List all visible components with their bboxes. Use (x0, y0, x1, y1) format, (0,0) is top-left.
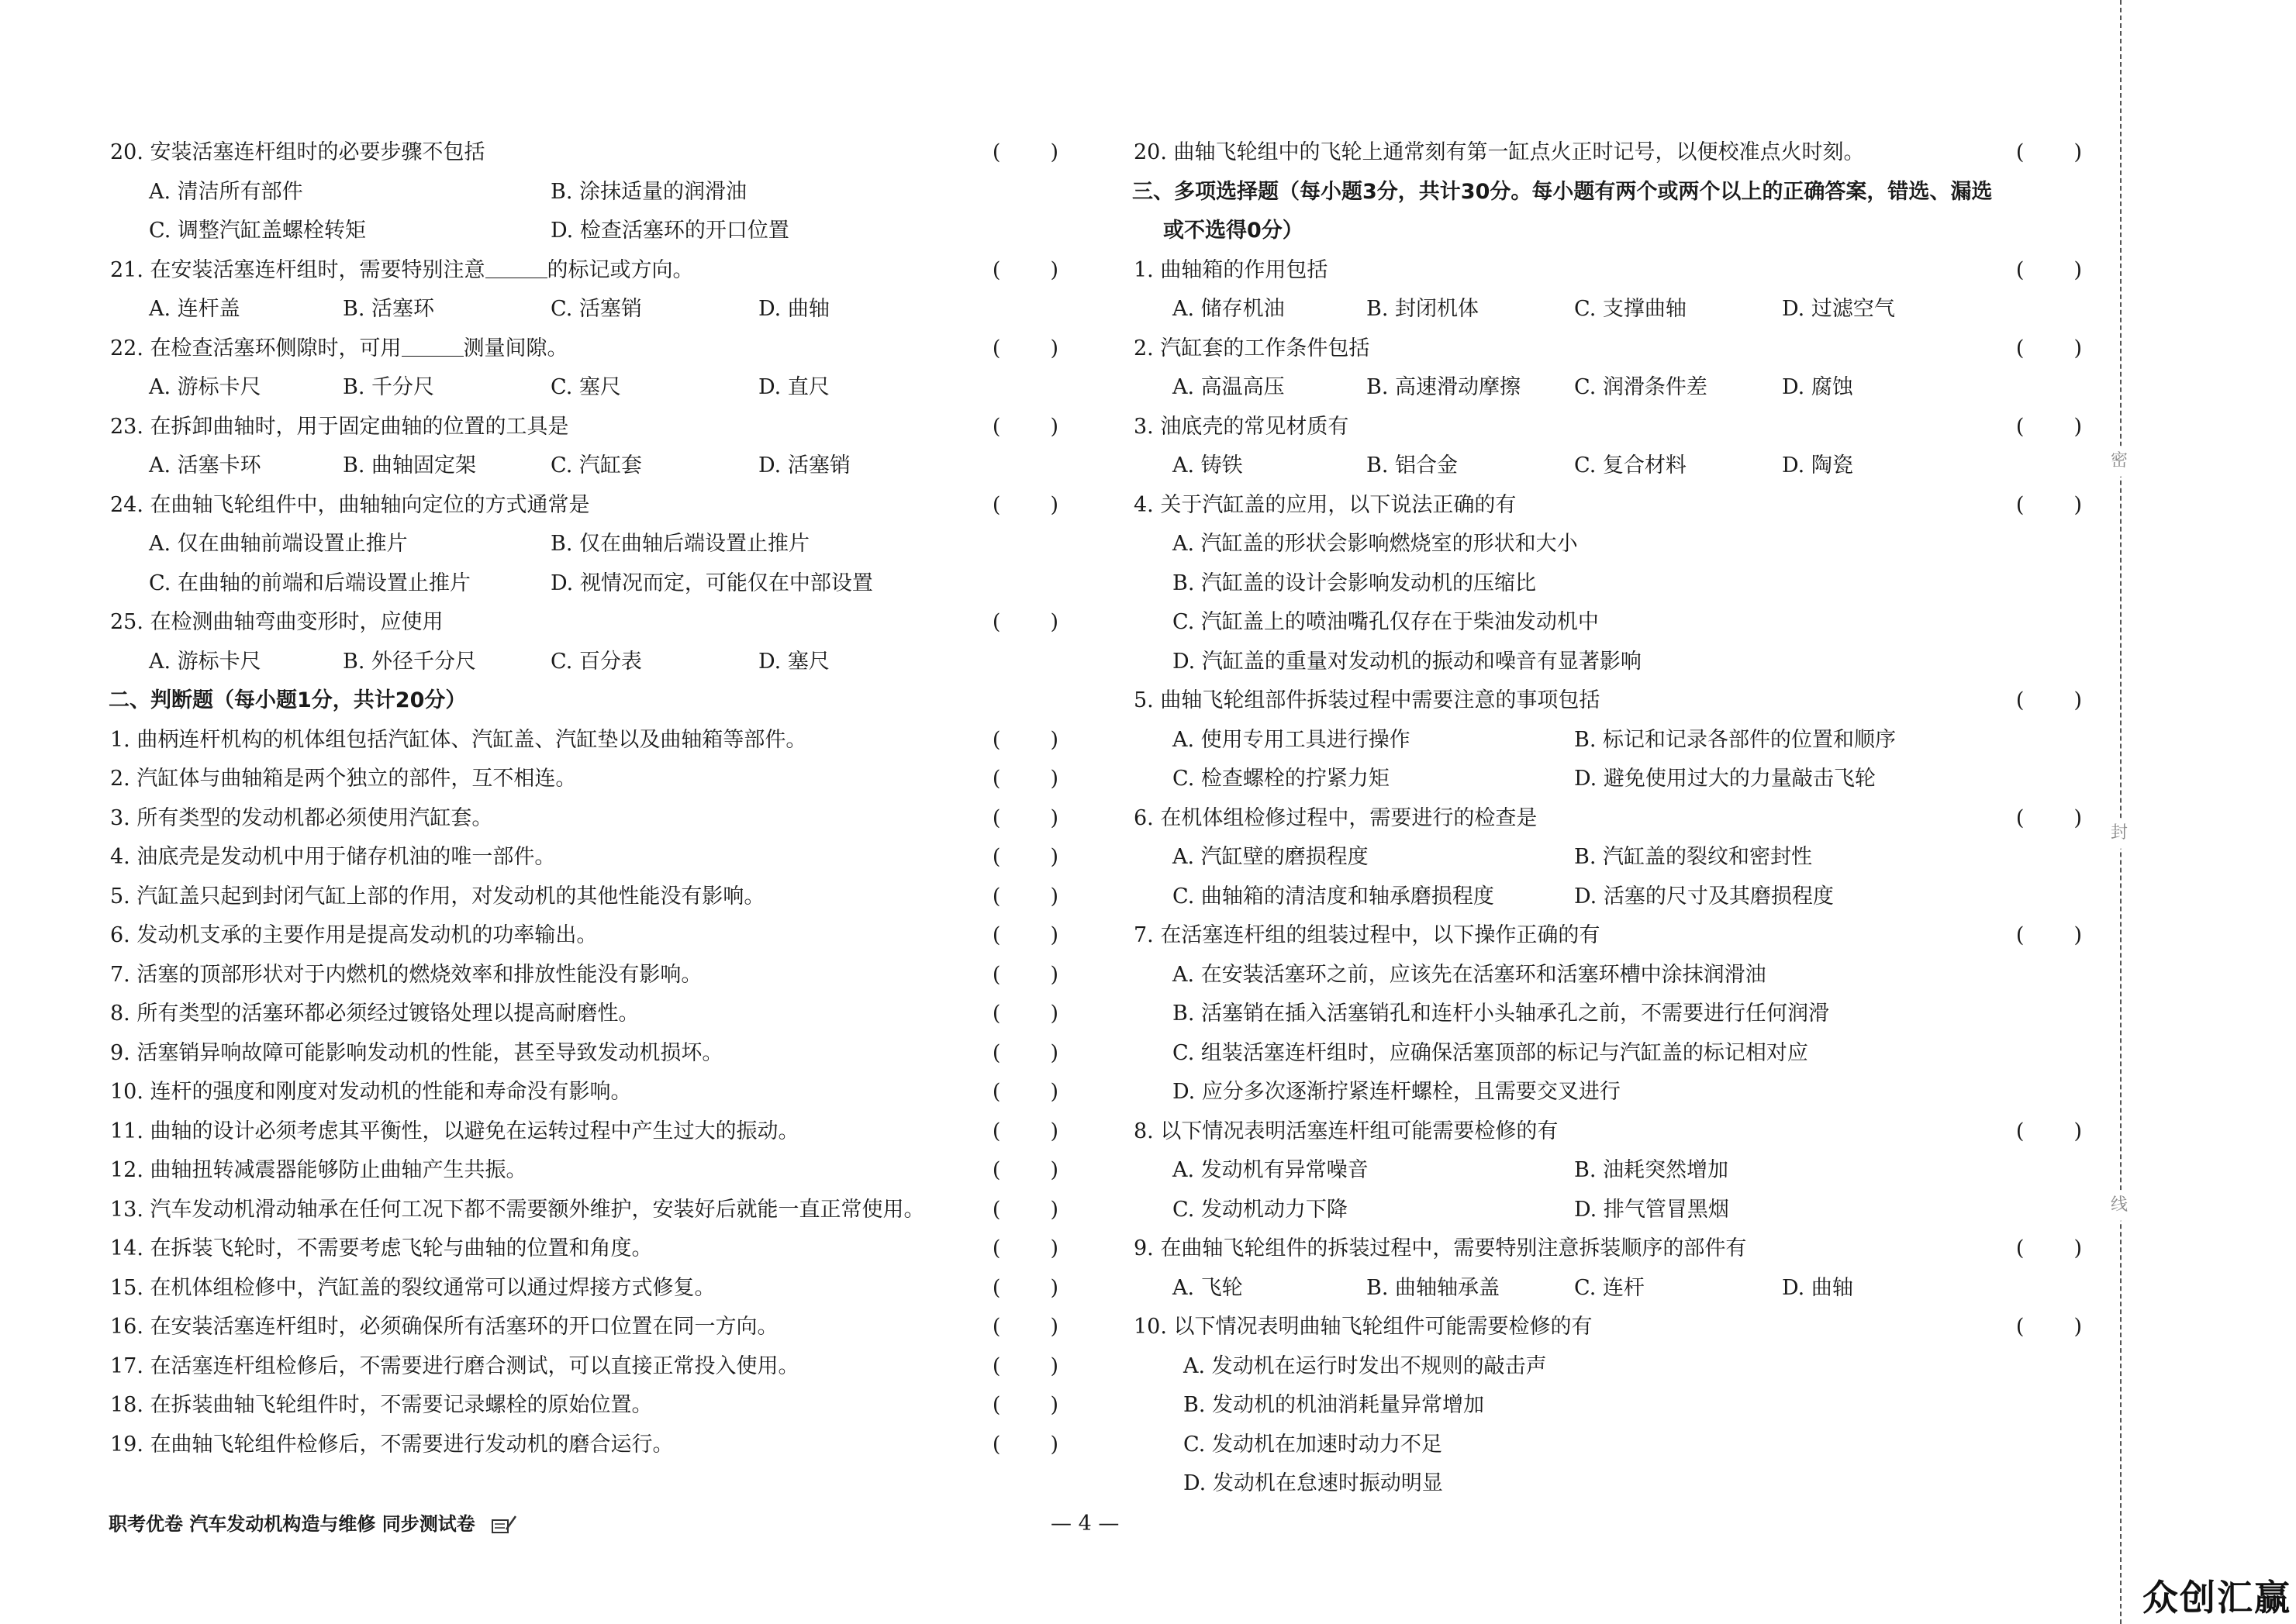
line-question (109, 1034, 1058, 1074)
paren-open: ( (2015, 923, 2025, 947)
line-option1b (1132, 1464, 2082, 1504)
line-question (1132, 251, 2082, 291)
option-c[interactable]: C. 复合材料 (1574, 453, 1687, 478)
option-d[interactable]: D. 直尺 (758, 375, 830, 399)
question-text: 23. 在拆卸曲轴时，用于固定曲轴的位置的工具是 (110, 414, 569, 439)
option-b[interactable]: B. 高速滑动摩擦 (1366, 375, 1521, 399)
paren-open: ( (2015, 688, 2025, 712)
left-column (109, 133, 1058, 1464)
paren-close: ) (2073, 492, 2082, 517)
paren-open: ( (2015, 257, 2025, 282)
line-question (109, 133, 1058, 173)
question-text: 21. 在安装活塞连杆组时，需要特别注意 (110, 257, 485, 282)
paren-close: ) (2073, 805, 2082, 830)
option-a[interactable]: A. 连杆盖 (149, 297, 240, 321)
paren-close: ) (1050, 336, 1058, 360)
option-c[interactable]: C. 支撑曲轴 (1574, 297, 1687, 321)
answer-paren[interactable] (993, 486, 1058, 526)
answer-paren[interactable] (2016, 1308, 2082, 1347)
answer-paren[interactable] (2016, 329, 2082, 369)
line-question (109, 1229, 1058, 1269)
line-question (1132, 133, 2082, 173)
paren-close: ) (1050, 1119, 1058, 1143)
watermark-logo: 众创汇赢 (2142, 1577, 2291, 1619)
option-b[interactable]: B. 外径千分尺 (343, 649, 477, 674)
option-right[interactable]: B. 标记和记录各部件的位置和顺序 (1574, 727, 1897, 752)
paren-close: ) (1050, 1275, 1058, 1300)
right-column (1132, 133, 2082, 1504)
option-d[interactable]: D. 曲轴 (758, 297, 830, 321)
answer-paren[interactable] (2016, 486, 2082, 526)
paren-open: ( (992, 414, 1001, 439)
line-question (109, 1426, 1058, 1465)
section-heading-continued: 或不选得0分） (1163, 219, 1303, 243)
option-right[interactable]: D. 活塞的尺寸及其磨损程度 (1574, 884, 1834, 909)
paren-close: ) (2073, 336, 2082, 360)
paren-open: ( (2015, 1236, 2025, 1260)
answer-paren[interactable] (993, 1191, 1058, 1230)
line-options2 (1132, 1191, 2082, 1230)
question-text: 17. 在活塞连杆组检修后，不需要进行磨合测试，可以直接正常投入使用。 (110, 1353, 799, 1378)
page-number: — 4 — (1051, 1512, 1120, 1536)
answer-paren[interactable] (993, 251, 1058, 291)
option-right[interactable]: D. 检查活塞环的开口位置 (551, 219, 789, 243)
option-d[interactable]: D. 过滤空气 (1782, 297, 1895, 321)
answer-paren[interactable] (2016, 1229, 2082, 1269)
answer-paren[interactable] (2016, 133, 2082, 173)
paren-open: ( (992, 1275, 1001, 1300)
paren-close: ) (2073, 1236, 2082, 1260)
paren-open: ( (992, 1080, 1001, 1104)
paren-close: ) (2073, 414, 2082, 439)
option-a[interactable]: A. 游标卡尺 (149, 375, 261, 399)
answer-paren[interactable] (993, 1034, 1058, 1074)
paren-open: ( (992, 805, 1001, 830)
section-heading: 二、判断题（每小题1分，共计20分） (109, 688, 467, 712)
paren-open: ( (992, 257, 1001, 282)
answer-paren[interactable] (993, 1073, 1058, 1112)
line-options4 (1132, 447, 2082, 486)
option-left[interactable]: A. 发动机有异常噪音 (1172, 1158, 1369, 1182)
paren-open: ( (992, 727, 1001, 752)
paren-close: ) (2073, 140, 2082, 164)
paren-close: ) (1050, 767, 1058, 791)
line-question (109, 1386, 1058, 1426)
line-question_blank (109, 329, 1058, 369)
question-text: 20. 曲轴飞轮组中的飞轮上通常刻有第一缸点火正时记号，以便校准点火时刻。 (1134, 140, 1865, 164)
question-text: 8. 以下情况表明活塞连杆组可能需要检修的有 (1134, 1119, 1559, 1143)
paren-close: ) (1050, 962, 1058, 987)
option-c[interactable]: C. 塞尺 (551, 375, 621, 399)
paren-close: ) (2073, 257, 2082, 282)
paren-open: ( (2015, 1315, 2025, 1339)
paren-open: ( (2015, 492, 2025, 517)
line-question (109, 486, 1058, 526)
line-question (109, 1308, 1058, 1347)
option[interactable]: D. 应分多次逐渐拧紧连杆螺栓，且需要交叉进行 (1172, 1080, 1621, 1104)
question-text: 4. 油底壳是发动机中用于储存机油的唯一部件。 (110, 845, 556, 869)
question-text: 4. 关于汽缸盖的应用，以下说法正确的有 (1134, 492, 1517, 517)
cut-mark-sealed: 封 (2104, 818, 2135, 849)
line-options2 (109, 564, 1058, 604)
line-question (1132, 799, 2082, 839)
option-c[interactable]: C. 活塞销 (551, 297, 642, 321)
option-right[interactable]: D. 排气管冒黑烟 (1574, 1197, 1729, 1222)
option-a[interactable]: A. 储存机油 (1172, 297, 1285, 321)
question-text: 9. 在曲轴飞轮组件的拆装过程中，需要特别注意拆装顺序的部件有 (1134, 1236, 1747, 1260)
line-question (109, 956, 1058, 995)
question-text: 19. 在曲轴飞轮组件检修后，不需要进行发动机的磨合运行。 (110, 1432, 674, 1457)
line-question (109, 1347, 1058, 1387)
paren-open: ( (992, 1158, 1001, 1182)
line-question (109, 995, 1058, 1034)
line-options2 (1132, 721, 2082, 760)
option-b[interactable]: B. 曲轴轴承盖 (1366, 1275, 1500, 1300)
line-question (1132, 1229, 2082, 1269)
paren-close: ) (1050, 1393, 1058, 1417)
answer-paren[interactable] (993, 721, 1058, 760)
line-option1b (1132, 1386, 2082, 1426)
question-text: 25. 在检测曲轴弯曲变形时，应使用 (110, 610, 444, 634)
line-question (1132, 329, 2082, 369)
paren-close: ) (1050, 1197, 1058, 1222)
answer-paren[interactable] (993, 1347, 1058, 1387)
option-right[interactable]: B. 涂抹适量的润滑油 (551, 179, 747, 204)
question-text: 13. 汽车发动机滑动轴承在任何工况下都不需要额外维护，安装好后就能一直正常使用。 (110, 1197, 925, 1222)
option-d[interactable]: D. 陶瓷 (1782, 453, 1853, 478)
section-heading: 三、多项选择题（每小题3分，共计30分。每小题有两个或两个以上的正确答案，错选、漏选 (1132, 179, 1993, 204)
paren-open: ( (992, 1432, 1001, 1457)
line-question (109, 1191, 1058, 1230)
option-c[interactable]: C. 连杆 (1574, 1275, 1645, 1300)
line-section (109, 681, 1058, 721)
line-question (1132, 916, 2082, 956)
question-text: 9. 活塞销异响故障可能影响发动机的性能，甚至导致发动机损坏。 (110, 1040, 723, 1065)
answer-paren[interactable] (2016, 916, 2082, 956)
option-b[interactable]: B. 活塞环 (343, 297, 435, 321)
line-question (109, 1073, 1058, 1112)
answer-paren[interactable] (993, 838, 1058, 878)
line-options4 (1132, 368, 2082, 408)
option[interactable]: C. 组装活塞连杆组时，应确保活塞顶部的标记与汽缸盖的标记相对应 (1172, 1040, 1808, 1065)
question-text: 5. 曲轴飞轮组部件拆装过程中需要注意的事项包括 (1134, 688, 1600, 712)
footer-book-title (109, 1508, 517, 1540)
line-question (1132, 1308, 2082, 1347)
option-b[interactable]: B. 封闭机体 (1366, 297, 1479, 321)
option-left[interactable]: C. 在曲轴的前端和后端设置止推片 (149, 571, 471, 595)
option[interactable]: B. 发动机的机油消耗量异常增加 (1183, 1393, 1485, 1417)
line-question (109, 1269, 1058, 1309)
question-text: 6. 在机体组检修过程中，需要进行的检查是 (1134, 805, 1538, 830)
question-text: 2. 汽缸体与曲轴箱是两个独立的部件，互不相连。 (110, 767, 577, 791)
option-c[interactable]: C. 百分表 (551, 649, 642, 674)
answer-paren[interactable] (993, 799, 1058, 839)
question-text: 14. 在拆装飞轮时，不需要考虑飞轮与曲轴的位置和角度。 (110, 1236, 653, 1260)
paren-open: ( (992, 1236, 1001, 1260)
question-text: 10. 以下情况表明曲轴飞轮组件可能需要检修的有 (1134, 1315, 1593, 1339)
option-c[interactable]: C. 汽缸套 (551, 453, 642, 478)
paren-open: ( (2015, 336, 2025, 360)
line-question (1132, 1112, 2082, 1152)
option-right[interactable]: B. 仅在曲轴后端设置止推片 (551, 532, 810, 556)
question-text: 22. 在检查活塞环侧隙时，可用 (110, 336, 402, 360)
option[interactable]: C. 汽缸盖上的喷油嘴孔仅存在于柴油发动机中 (1172, 610, 1599, 634)
paren-open: ( (992, 610, 1001, 634)
line-question (109, 603, 1058, 643)
answer-paren[interactable] (993, 603, 1058, 643)
question-text: 11. 曲轴的设计必须考虑其平衡性，以避免在运转过程中产生过大的振动。 (110, 1119, 799, 1143)
line-question (1132, 408, 2082, 447)
question-text: 3. 所有类型的发动机都必须使用汽缸套。 (110, 805, 493, 830)
option-a[interactable]: A. 游标卡尺 (149, 649, 261, 674)
option-a[interactable]: A. 高温高压 (1172, 375, 1285, 399)
paren-open: ( (992, 845, 1001, 869)
answer-paren[interactable] (993, 1112, 1058, 1152)
paren-close: ) (1050, 414, 1058, 439)
paren-open: ( (992, 1002, 1001, 1026)
answer-paren[interactable] (993, 956, 1058, 995)
option-d[interactable]: D. 腐蚀 (1782, 375, 1853, 399)
line-options2 (1132, 838, 2082, 878)
line-options2 (1132, 760, 2082, 799)
answer-paren[interactable] (2016, 251, 2082, 291)
paren-open: ( (992, 1393, 1001, 1417)
line-question (109, 721, 1058, 760)
line-question (109, 799, 1058, 839)
option-left[interactable]: A. 仅在曲轴前端设置止推片 (149, 532, 408, 556)
paren-open: ( (992, 336, 1001, 360)
paren-open: ( (992, 884, 1001, 909)
option-right[interactable]: D. 避免使用过大的力量敲击飞轮 (1574, 767, 1876, 791)
question-text: 18. 在拆装曲轴飞轮组件时，不需要记录螺栓的原始位置。 (110, 1393, 653, 1417)
option-d[interactable]: D. 塞尺 (758, 649, 830, 674)
paren-close: ) (1050, 923, 1058, 947)
line-options2 (109, 173, 1058, 212)
paren-close: ) (1050, 727, 1058, 752)
answer-paren[interactable] (993, 995, 1058, 1034)
option[interactable]: A. 发动机在运行时发出不规则的敲击声 (1183, 1353, 1547, 1378)
option-left[interactable]: C. 发动机动力下降 (1172, 1197, 1348, 1222)
question-text: 24. 在曲轴飞轮组件中，曲轴轴向定位的方式通常是 (110, 492, 590, 517)
question-text: 20. 安装活塞连杆组时的必要步骤不包括 (110, 140, 485, 164)
paren-open: ( (992, 1315, 1001, 1339)
paren-close: ) (1050, 845, 1058, 869)
paren-close: ) (1050, 1432, 1058, 1457)
line-option1 (1132, 603, 2082, 643)
option[interactable]: B. 活塞销在插入活塞销孔和连杆小头轴承孔之前，不需要进行任何润滑 (1172, 1002, 1830, 1026)
notebook-pen-icon (491, 1514, 517, 1536)
cut-mark-seal: 密 (2104, 446, 2135, 477)
option-d[interactable]: D. 曲轴 (1782, 1275, 1853, 1300)
line-question (109, 408, 1058, 447)
question-text: 12. 曲轴扭转减震器能够防止曲轴产生共振。 (110, 1158, 527, 1182)
option-right[interactable]: B. 油耗突然增加 (1574, 1158, 1729, 1182)
option-left[interactable]: C. 检查螺栓的拧紧力矩 (1172, 767, 1390, 791)
answer-paren[interactable] (993, 1151, 1058, 1191)
answer-paren[interactable] (993, 1426, 1058, 1465)
paren-close: ) (1050, 257, 1058, 282)
line-options4 (109, 447, 1058, 486)
answer-paren[interactable] (993, 133, 1058, 173)
paren-close: ) (1050, 492, 1058, 517)
paren-close: ) (2073, 1119, 2082, 1143)
line-section (1132, 173, 2082, 212)
question-text: 1. 曲轴箱的作用包括 (1134, 257, 1328, 282)
option-d[interactable]: D. 活塞销 (758, 453, 851, 478)
question-text: 7. 活塞的顶部形状对于内燃机的燃烧效率和排放性能没有影响。 (110, 962, 703, 987)
line-question (109, 1151, 1058, 1191)
option-left[interactable]: C. 调整汽缸盖螺栓转矩 (149, 219, 366, 243)
paren-close: ) (2073, 688, 2082, 712)
paren-open: ( (992, 1119, 1001, 1143)
line-options2 (109, 212, 1058, 251)
paren-close: ) (1050, 140, 1058, 164)
line-option1 (1132, 1073, 2082, 1112)
paren-close: ) (1050, 1158, 1058, 1182)
option-c[interactable]: C. 润滑条件差 (1574, 375, 1707, 399)
option-left[interactable]: A. 清洁所有部件 (149, 179, 303, 204)
question-text: 1. 曲柄连杆机构的机体组包括汽缸体、汽缸盖、汽缸垫以及曲轴箱等部件。 (110, 727, 807, 752)
paren-open: ( (2015, 805, 2025, 830)
line-option1b (1132, 1347, 2082, 1387)
line-option1 (1132, 643, 2082, 682)
paren-open: ( (992, 1040, 1001, 1065)
paren-close: ) (1050, 1002, 1058, 1026)
paren-close: ) (1050, 1080, 1058, 1104)
line-options4 (109, 290, 1058, 329)
paren-close: ) (1050, 1040, 1058, 1065)
line-options4 (109, 643, 1058, 682)
answer-paren[interactable] (993, 1386, 1058, 1426)
line-question (109, 838, 1058, 878)
cut-mark-line: 线 (2104, 1190, 2135, 1221)
paren-close: ) (1050, 805, 1058, 830)
line-option1b (1132, 1426, 2082, 1465)
fill-blank[interactable] (485, 254, 547, 278)
line-question (109, 760, 1058, 799)
line-option1 (1132, 525, 2082, 564)
paren-close: ) (1050, 610, 1058, 634)
answer-paren[interactable] (993, 329, 1058, 369)
option[interactable]: A. 汽缸盖的形状会影响燃烧室的形状和大小 (1172, 532, 1578, 556)
paren-open: ( (992, 923, 1001, 947)
option-b[interactable]: B. 铝合金 (1366, 453, 1459, 478)
paren-close: ) (1050, 884, 1058, 909)
line-option1 (1132, 995, 2082, 1034)
paren-open: ( (992, 140, 1001, 164)
question-text: 8. 所有类型的活塞环都必须经过镀铬处理以提高耐磨性。 (110, 1002, 640, 1026)
line-options2 (1132, 878, 2082, 917)
answer-paren[interactable] (993, 878, 1058, 917)
option-b[interactable]: B. 千分尺 (343, 375, 435, 399)
paren-open: ( (992, 1197, 1001, 1222)
option-b[interactable]: B. 曲轴固定架 (343, 453, 477, 478)
line-options2 (1132, 1151, 2082, 1191)
answer-paren[interactable] (993, 1229, 1058, 1269)
dashed-cut-line (2120, 0, 2122, 1624)
question-text: 16. 在安装活塞连杆组时，必须确保所有活塞环的开口位置在同一方向。 (110, 1315, 779, 1339)
paren-open: ( (992, 767, 1001, 791)
fill-blank[interactable] (402, 333, 464, 357)
paren-open: ( (992, 1353, 1001, 1378)
answer-paren[interactable] (2016, 799, 2082, 839)
line-question (109, 916, 1058, 956)
option-left[interactable]: C. 曲轴箱的清洁度和轴承磨损程度 (1172, 884, 1494, 909)
answer-paren[interactable] (2016, 681, 2082, 721)
option-a[interactable]: A. 飞轮 (1172, 1275, 1243, 1300)
line-section_cont (1132, 212, 2082, 251)
option-left[interactable]: A. 使用专用工具进行操作 (1172, 727, 1410, 752)
option[interactable]: C. 发动机在加速时动力不足 (1183, 1432, 1442, 1457)
question-text: 5. 汽缸盖只起到封闭气缸上部的作用，对发动机的其他性能没有影响。 (110, 884, 765, 909)
option-right[interactable]: B. 汽缸盖的裂纹和密封性 (1574, 845, 1813, 869)
paren-open: ( (2015, 140, 2025, 164)
option[interactable]: A. 在安装活塞环之前，应该先在活塞环和活塞环槽中涂抹润滑油 (1172, 962, 1766, 987)
question-text-tail: 测量间隙。 (463, 336, 568, 360)
answer-paren[interactable] (993, 1269, 1058, 1309)
option[interactable]: D. 发动机在怠速时振动明显 (1183, 1471, 1443, 1495)
line-option1 (1132, 1034, 2082, 1074)
question-text: 3. 油底壳的常见材质有 (1134, 414, 1349, 439)
answer-paren[interactable] (993, 408, 1058, 447)
paren-open: ( (2015, 1119, 2025, 1143)
paren-open: ( (992, 962, 1001, 987)
question-text: 6. 发动机支承的主要作用是提高发动机的功率输出。 (110, 923, 598, 947)
line-option1 (1132, 956, 2082, 995)
footer-book-text: 职考优卷 汽车发动机构造与维修 同步测试卷 (109, 1513, 475, 1535)
question-text-tail: 的标记或方向。 (547, 257, 694, 282)
paren-close: ) (2073, 1315, 2082, 1339)
paren-open: ( (992, 492, 1001, 517)
answer-paren[interactable] (2016, 408, 2082, 447)
paren-close: ) (2073, 923, 2082, 947)
option-a[interactable]: A. 铸铁 (1172, 453, 1243, 478)
question-text: 15. 在机体组检修中，汽缸盖的裂纹通常可以通过焊接方式修复。 (110, 1275, 716, 1300)
option-right[interactable]: D. 视情况而定，可能仅在中部设置 (551, 571, 873, 595)
question-text: 2. 汽缸套的工作条件包括 (1134, 336, 1370, 360)
line-question_blank (109, 251, 1058, 291)
answer-paren[interactable] (993, 916, 1058, 956)
line-options4 (1132, 290, 2082, 329)
paren-close: ) (1050, 1236, 1058, 1260)
answer-paren[interactable] (993, 760, 1058, 799)
line-question (109, 1112, 1058, 1152)
line-options4 (109, 368, 1058, 408)
option-a[interactable]: A. 活塞卡环 (149, 453, 261, 478)
question-text: 7. 在活塞连杆组的组装过程中，以下操作正确的有 (1134, 923, 1600, 947)
option-left[interactable]: A. 汽缸壁的磨损程度 (1172, 845, 1369, 869)
paren-open: ( (2015, 414, 2025, 439)
question-text: 10. 连杆的强度和刚度对发动机的性能和寿命没有影响。 (110, 1080, 632, 1104)
line-option1 (1132, 564, 2082, 604)
line-options2 (109, 525, 1058, 564)
paren-close: ) (1050, 1353, 1058, 1378)
line-options4 (1132, 1269, 2082, 1309)
option[interactable]: B. 汽缸盖的设计会影响发动机的压缩比 (1172, 571, 1537, 595)
paren-close: ) (1050, 1315, 1058, 1339)
answer-paren[interactable] (993, 1308, 1058, 1347)
answer-paren[interactable] (2016, 1112, 2082, 1152)
line-question (1132, 681, 2082, 721)
line-question (109, 878, 1058, 917)
option[interactable]: D. 汽缸盖的重量对发动机的振动和噪音有显著影响 (1172, 649, 1642, 674)
line-question (1132, 486, 2082, 526)
